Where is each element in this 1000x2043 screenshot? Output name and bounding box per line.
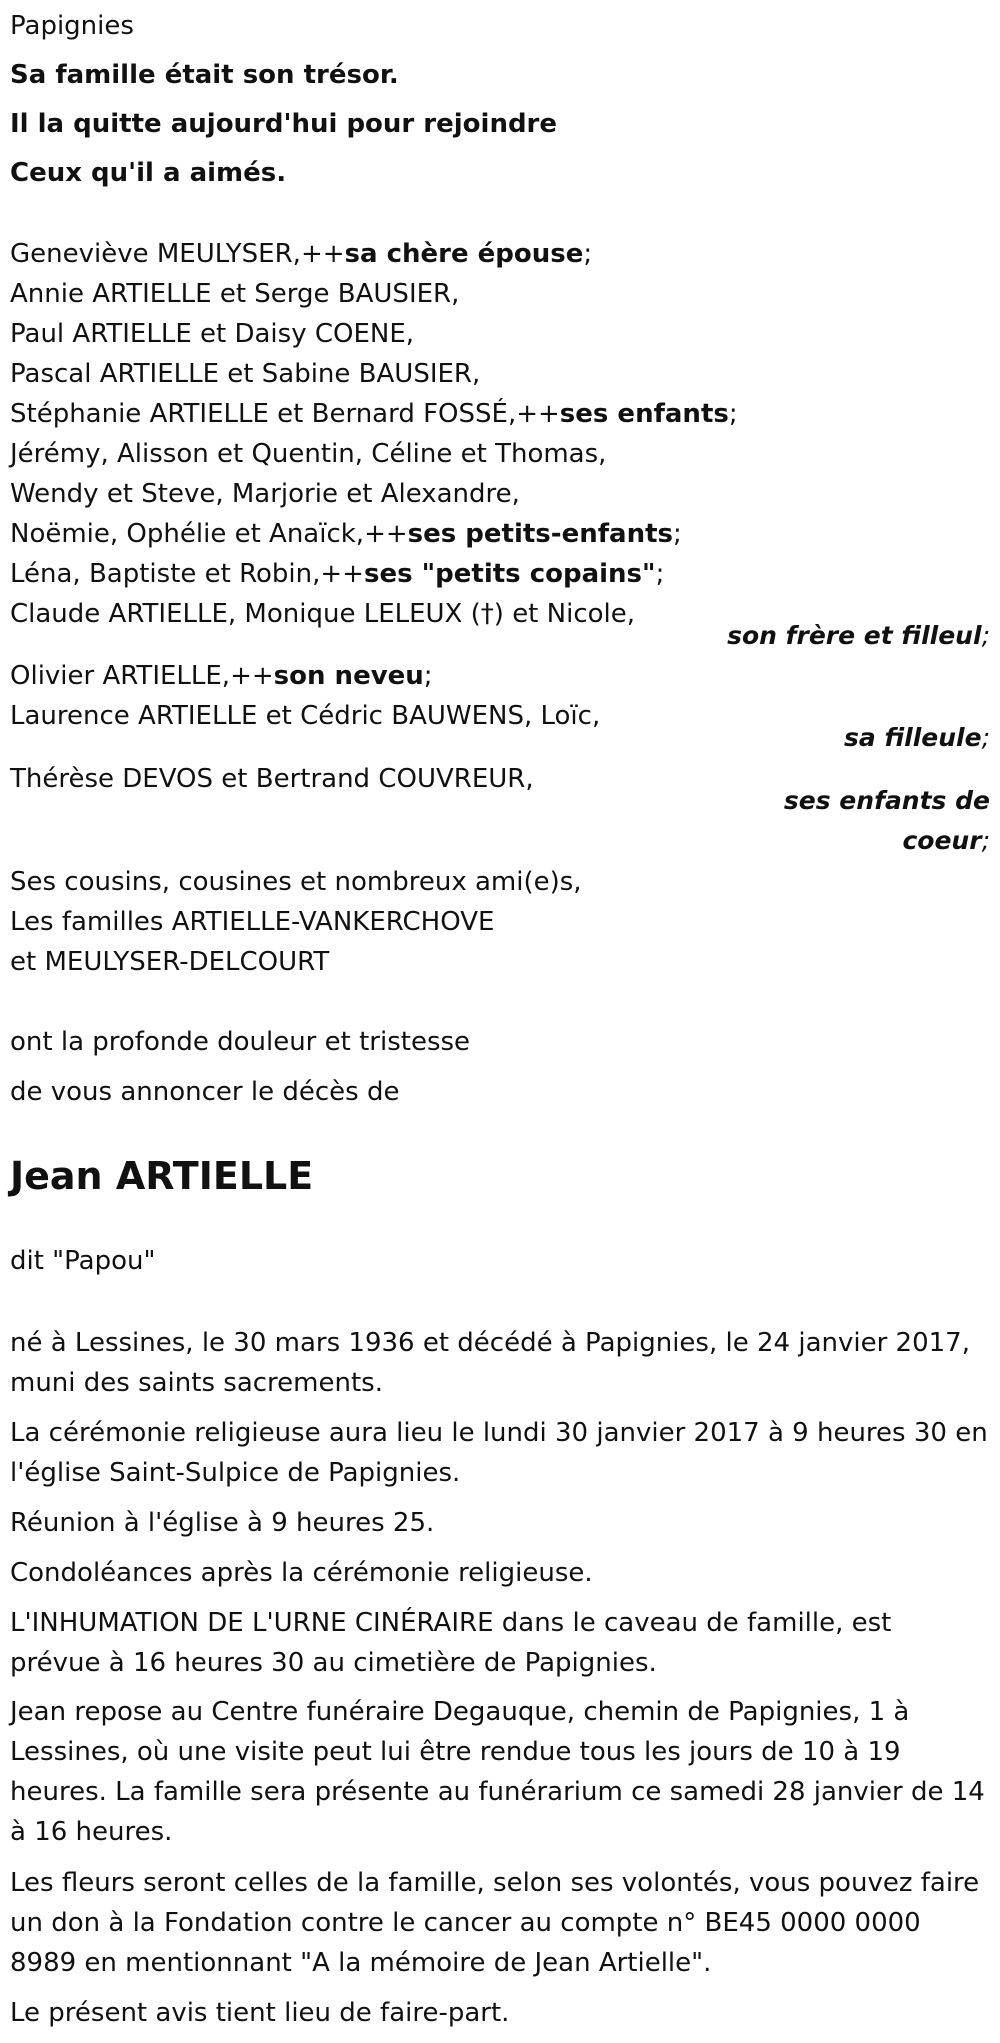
nephew-name: Olivier ARTIELLE,++: [10, 661, 274, 691]
brother-line: Claude ARTIELLE, Monique LELEUX (†) et Nicole,: [10, 599, 636, 629]
grandchildren-line-1: Jérémy, Alisson et Quentin, Céline et Thomas,: [10, 439, 607, 469]
verse-line-2: Il la quitte aujourd'hui pour rejoindre: [10, 109, 558, 139]
deceased-name: Jean ARTIELLE: [10, 1154, 314, 1198]
brother-relation-text: son frère et filleul: [727, 621, 982, 650]
deceased-nickname: dit "Papou": [10, 1246, 156, 1276]
paragraph-condolences: Condoléances après la cérémonie religieuse.: [10, 1558, 593, 1588]
others-line-2: Les familles ARTIELLE-VANKERCHOVE: [10, 907, 495, 937]
nephew-relation: son neveu: [273, 661, 424, 691]
announce-line-2: de vous annoncer le décès de: [10, 1077, 400, 1107]
verse-line-3: Ceux qu'il a aimés.: [10, 158, 287, 188]
semicolon: ;: [423, 661, 433, 691]
others-line-3: et MEULYSER-DELCOURT: [10, 947, 330, 977]
spouse-relation: sa chère épouse: [344, 239, 584, 269]
paragraph-ceremony: La cérémonie religieuse aura lieu le lundi 30 janvier 2017 à 9 heures 30 en l'église Saint-Sulpice de Papignies.: [10, 1418, 988, 1488]
children-line-1: Annie ARTIELLE et Serge BAUSIER,: [10, 279, 460, 309]
grandchildren-line-2: Wendy et Steve, Marjorie et Alexandre,: [10, 479, 520, 509]
heart-children-relation-2: [10, 821, 990, 861]
heart-children-relation-1: ses enfants de: [783, 786, 990, 815]
copains-name: Léna, Baptiste et Robin,++: [10, 559, 364, 589]
heart-children-relation-text: coeur: [902, 826, 982, 855]
heart-children-line: Thérèse DEVOS et Bertrand COUVREUR,: [10, 764, 534, 794]
goddaughter-relation: [10, 718, 990, 758]
semicolon: ;: [673, 519, 682, 549]
spouse-name: Geneviève MEULYSER,++: [10, 239, 345, 269]
children-line-3: Pascal ARTIELLE et Sabine BAUSIER,: [10, 359, 481, 389]
spouse-line: [10, 234, 592, 274]
grandchildren-relation: ses petits-enfants: [407, 519, 673, 549]
paragraph-funeral-home: Jean repose au Centre funéraire Degauque, chemin de Papignies, 1 à Lessines, où une visite peut lui être rendue tous les jours de 10 à 19 heures. La famille sera présente au funérarium ce samedi 28 janvier de 14 à 16 heures.: [10, 1697, 985, 1847]
children-line-2: Paul ARTIELLE et Daisy COENE,: [10, 319, 415, 349]
brother-relation: [10, 616, 990, 656]
paragraph-flowers: Les fleurs seront celles de la famille, selon ses volontés, vous pouvez faire un don à la Fondation contre le cancer au compte n° BE45 0000 0000 8989 en mentionnant "A la mémoire de Jean Artielle".: [10, 1868, 980, 1978]
semicolon: ;: [981, 621, 990, 650]
others-line-1: Ses cousins, cousines et nombreux ami(e)s,: [10, 867, 582, 897]
paragraph-notice: Le présent avis tient lieu de faire-part.: [10, 1998, 510, 2028]
location: Papignies: [10, 11, 134, 41]
copains-relation: ses "petits copains": [363, 559, 656, 589]
goddaughter-relation-text: sa filleule: [844, 723, 982, 752]
semicolon: ;: [981, 826, 990, 855]
paragraph-birth: né à Lessines, le 30 mars 1936 et décédé à Papignies, le 24 janvier 2017, muni des saints sacrements.: [10, 1328, 970, 1398]
grandchildren-line-3: [10, 514, 682, 554]
semicolon: ;: [981, 723, 990, 752]
nephew-line: [10, 656, 433, 696]
goddaughter-line: Laurence ARTIELLE et Cédric BAUWENS, Loïc,: [10, 701, 601, 731]
semicolon: ;: [655, 559, 665, 589]
verse-line-1: Sa famille était son trésor.: [10, 60, 399, 90]
copains-line: [10, 554, 664, 594]
grandchildren-last-name: Noëmie, Ophélie et Anaïck,++: [10, 519, 408, 549]
semicolon: ;: [728, 399, 738, 429]
children-line-4: [10, 394, 738, 434]
children-relation: ses enfants: [559, 399, 729, 429]
paragraph-burial: L'INHUMATION DE L'URNE CINÉRAIRE dans le caveau de famille, est prévue à 16 heures 30 au cimetière de Papignies.: [10, 1608, 892, 1678]
children-last-name: Stéphanie ARTIELLE et Bernard FOSSÉ,++: [10, 399, 560, 429]
semicolon: ;: [583, 239, 593, 269]
announce-line-1: ont la profonde douleur et tristesse: [10, 1027, 471, 1057]
paragraph-meeting: Réunion à l'église à 9 heures 25.: [10, 1508, 435, 1538]
